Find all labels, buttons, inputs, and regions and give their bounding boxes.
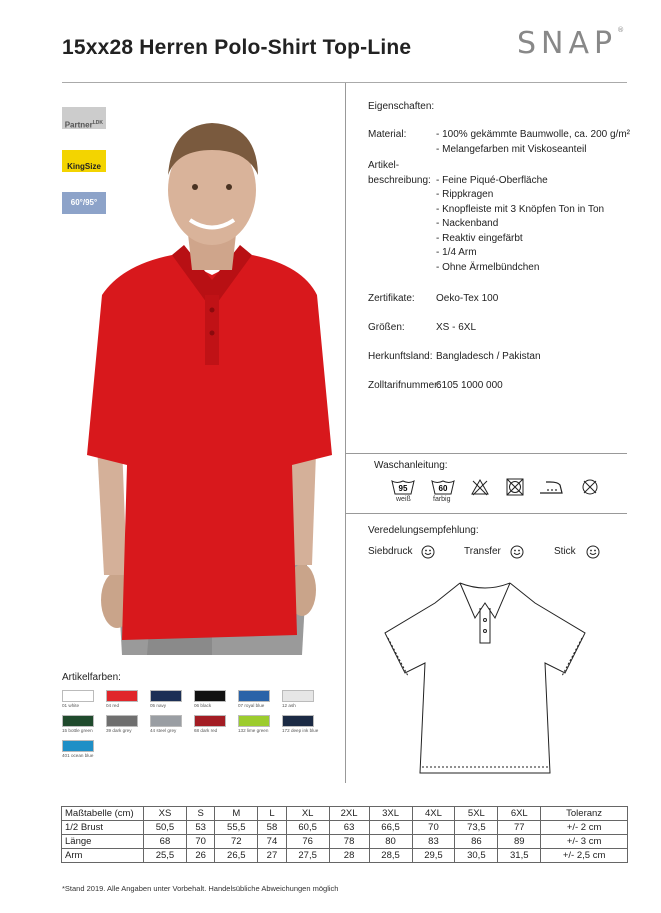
size-table	[61, 806, 628, 863]
color-swatch	[194, 715, 226, 727]
table-cell: 78	[329, 835, 369, 849]
no-tumble-dry-icon	[505, 478, 525, 496]
table-cell: 2XL	[329, 807, 369, 821]
color-swatch	[106, 690, 138, 702]
tariff-label: Zolltarifnummer:	[368, 380, 441, 391]
kingsize-badge: KingSize	[62, 150, 106, 172]
color-swatch-label: 132 lime green	[238, 728, 269, 733]
footnote: *Stand 2019. Alle Angaben unter Vorbehalt. Handelsübliche Abweichungen möglich	[62, 884, 339, 893]
table-cell: 72	[215, 835, 258, 849]
color-swatch-label: 04 red	[106, 703, 120, 708]
color-swatch	[194, 690, 226, 702]
color-swatch-label: 44 steel grey	[150, 728, 177, 733]
table-cell: S	[186, 807, 214, 821]
smile-icon	[421, 545, 435, 559]
table-cell: 66,5	[369, 821, 412, 835]
article-line: - Knopfleiste mit 3 Knöpfen Ton in Ton	[436, 203, 605, 215]
care-divider-bottom	[345, 513, 627, 514]
table-cell: 28	[329, 849, 369, 863]
decoration-heading: Veredelungsempfehlung:	[368, 525, 479, 536]
no-dry-clean-icon	[580, 478, 600, 496]
table-cell: M	[215, 807, 258, 821]
properties-section	[368, 100, 628, 400]
color-swatch-label: 401 ocean blue	[62, 753, 94, 758]
cert-label: Zertifikate:	[368, 293, 415, 304]
article-label-2: beschreibung:	[368, 174, 431, 186]
table-cell: 5XL	[455, 807, 498, 821]
table-cell: 28,5	[369, 849, 412, 863]
origin-label: Herkunftsland:	[368, 351, 433, 362]
properties-heading: Eigenschaften:	[368, 101, 435, 112]
iron-icon	[538, 478, 564, 496]
table-cell: 4XL	[412, 807, 455, 821]
color-swatch	[150, 690, 182, 702]
table-cell: 29,5	[412, 849, 455, 863]
color-swatch-label: 39 dark grey	[106, 728, 132, 733]
table-cell: 26,5	[215, 849, 258, 863]
color-swatch	[62, 740, 94, 752]
wash-95-icon	[390, 478, 416, 496]
table-cell: Arm	[62, 849, 144, 863]
svg-text:60: 60	[438, 484, 448, 493]
table-cell: 70	[186, 835, 214, 849]
color-swatches	[62, 690, 342, 760]
color-swatch-label: 172 deep ink blue	[282, 728, 319, 733]
article-line: - Reaktiv eingefärbt	[436, 232, 523, 244]
deco-siebdruck	[368, 546, 412, 557]
table-cell: 58	[258, 821, 286, 835]
table-header-row	[62, 807, 628, 821]
care-heading: Waschanleitung:	[374, 460, 448, 471]
table-cell: L	[258, 807, 286, 821]
deco-stick	[554, 546, 576, 557]
table-cell: 60,5	[286, 821, 329, 835]
table-cell: 77	[498, 821, 541, 835]
deco-stick-label: Stick	[554, 546, 576, 557]
tariff-value: 6105 1000 000	[436, 380, 503, 391]
color-swatch	[282, 715, 314, 727]
color-swatch	[106, 715, 138, 727]
partner-badge: Partner$^{LDK}$	[62, 107, 106, 129]
smile-icon	[586, 545, 600, 559]
color-swatch	[238, 715, 270, 727]
table-cell: Toleranz	[541, 807, 628, 821]
table-cell: 6XL	[498, 807, 541, 821]
color-swatch-label: 06 black	[194, 703, 212, 708]
table-cell: +/- 2 cm	[541, 821, 628, 835]
table-cell: 27	[258, 849, 286, 863]
article-line: - Ohne Ärmelbündchen	[436, 261, 540, 273]
article-label-1: Artikel-	[368, 160, 400, 171]
color-swatch	[238, 690, 270, 702]
color-swatch	[62, 715, 94, 727]
color-swatch-label: 05 navy	[150, 703, 167, 708]
table-cell: 31,5	[498, 849, 541, 863]
material-label: Material:	[368, 129, 407, 140]
deco-siebdruck-label: Siebdruck	[368, 546, 413, 557]
cert-value: Oeko-Tex 100	[436, 293, 499, 304]
color-swatch-label: 12 ash	[282, 703, 296, 708]
table-cell: 50,5	[144, 821, 187, 835]
table-cell: 63	[329, 821, 369, 835]
deco-transfer	[464, 546, 501, 557]
svg-text:95: 95	[398, 484, 408, 493]
care-divider-top	[345, 453, 627, 454]
table-cell: 73,5	[455, 821, 498, 835]
table-cell: +/- 3 cm	[541, 835, 628, 849]
table-row	[62, 835, 628, 849]
shirt-technical-drawing	[380, 578, 590, 778]
table-cell: 80	[369, 835, 412, 849]
care-icons	[390, 478, 610, 512]
product-photo	[62, 95, 342, 655]
column-divider	[345, 83, 346, 783]
temperature-badge: 60°/95°	[62, 192, 106, 214]
sizes-value: XS - 6XL	[436, 322, 477, 333]
table-cell: Länge	[62, 835, 144, 849]
origin-value: Bangladesch / Pakistan	[436, 351, 541, 362]
table-row	[62, 821, 628, 835]
deco-transfer-label: Transfer	[464, 546, 501, 557]
table-cell: 70	[412, 821, 455, 835]
article-line: - Nackenband	[436, 218, 499, 229]
table-cell: 25,5	[144, 849, 187, 863]
table-cell: 76	[286, 835, 329, 849]
smile-icon	[510, 545, 524, 559]
sizes-label: Größen:	[368, 322, 405, 333]
wash-95-caption: weiß	[396, 496, 411, 503]
colors-heading: Artikelfarben:	[62, 672, 121, 683]
no-bleach-icon	[470, 478, 490, 496]
table-cell: 53	[186, 821, 214, 835]
color-swatch-label: 07 royal blue	[238, 703, 265, 708]
table-cell: 86	[455, 835, 498, 849]
table-cell: 83	[412, 835, 455, 849]
table-cell: 55,5	[215, 821, 258, 835]
table-cell: 3XL	[369, 807, 412, 821]
table-row	[62, 849, 628, 863]
table-cell: 89	[498, 835, 541, 849]
table-cell: +/- 2,5 cm	[541, 849, 628, 863]
color-swatch-label: 68 dark red	[194, 728, 218, 733]
table-cell: 30,5	[455, 849, 498, 863]
table-cell: 68	[144, 835, 187, 849]
wash-60-caption: farbig	[433, 496, 451, 503]
material-value-1: - 100% gekämmte Baumwolle, ca. 200 g/m²	[436, 129, 630, 140]
table-cell: 26	[186, 849, 214, 863]
brand-logo: SNAP®	[517, 26, 625, 61]
table-cell: 74	[258, 835, 286, 849]
page-title: 15xx28 Herren Polo-Shirt Top-Line	[62, 36, 412, 59]
material-value-2: - Melangefarben mit Viskoseanteil	[436, 143, 587, 155]
table-cell: Maßtabelle (cm)	[62, 807, 144, 821]
article-line: - Rippkragen	[436, 189, 494, 200]
color-swatch	[62, 690, 94, 702]
table-cell: XL	[286, 807, 329, 821]
article-line: - 1/4 Arm	[436, 247, 477, 258]
table-cell: XS	[144, 807, 187, 821]
color-swatch	[150, 715, 182, 727]
table-cell: 27,5	[286, 849, 329, 863]
color-swatch	[282, 690, 314, 702]
article-line: - Feine Piqué-Oberfläche	[436, 174, 548, 186]
table-cell: 1/2 Brust	[62, 821, 144, 835]
color-swatch-label: 01 white	[62, 703, 80, 708]
wash-60-icon	[430, 478, 456, 496]
color-swatch-label: 15 bottle green	[62, 728, 93, 733]
